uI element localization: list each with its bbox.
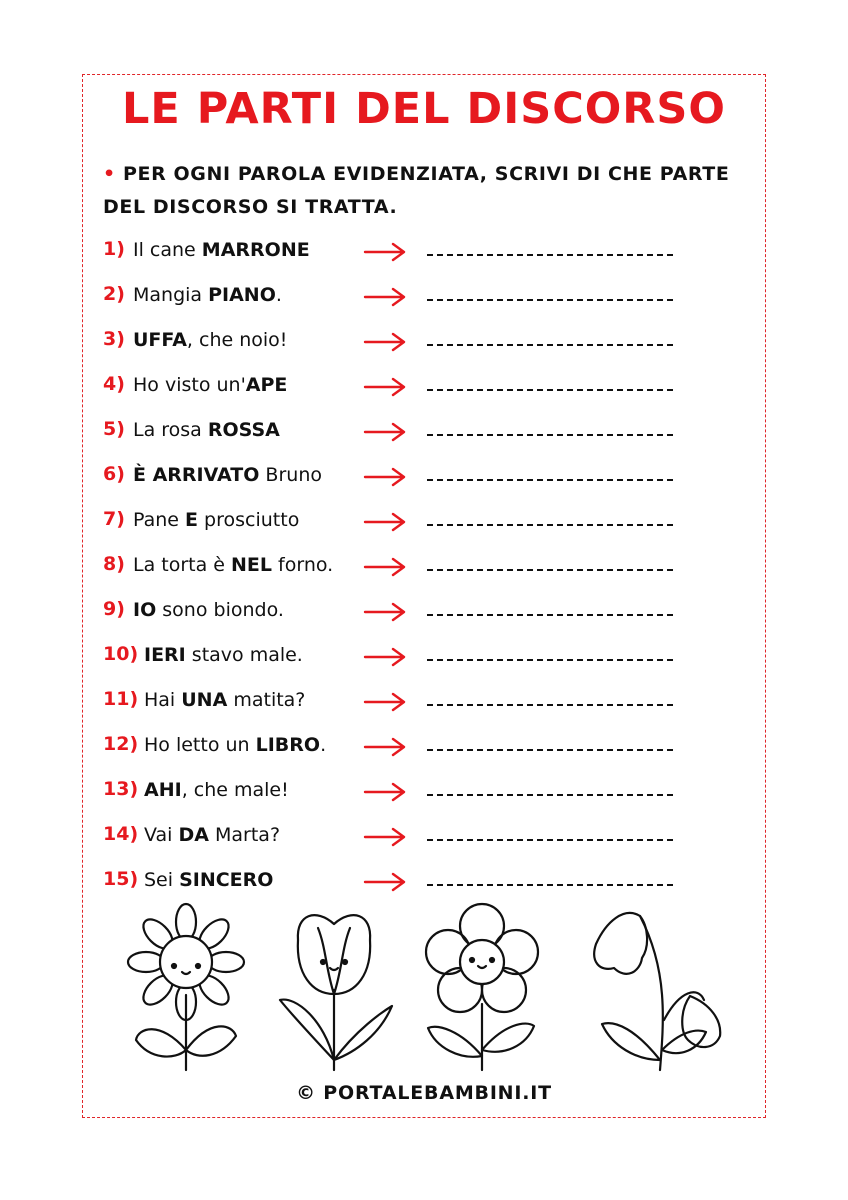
tulip-flower-icon <box>280 915 392 1070</box>
item-number: 9) <box>103 598 125 620</box>
item-number: 10) <box>103 643 139 665</box>
sentence-after: Bruno <box>259 464 322 486</box>
exercise-row <box>103 868 703 898</box>
highlighted-word: NEL <box>231 554 273 576</box>
answer-blank[interactable] <box>427 342 673 346</box>
item-sentence <box>133 284 282 306</box>
daisy-flower-icon <box>128 904 244 1070</box>
sentence-before: La rosa <box>133 419 208 441</box>
exercise-row <box>103 598 703 628</box>
item-sentence <box>133 554 333 576</box>
sentence-after: forno. <box>272 554 334 576</box>
item-sentence <box>144 779 289 801</box>
sentence-after: stavo male. <box>185 644 303 666</box>
highlighted-word: LIBRO <box>255 734 321 756</box>
arrow-right-icon <box>363 601 407 623</box>
sentence-after: Marta? <box>208 824 281 846</box>
item-sentence <box>144 644 303 666</box>
sentence-before: Ho letto un <box>144 734 256 756</box>
item-number: 12) <box>103 733 139 755</box>
item-number: 2) <box>103 283 125 305</box>
sentence-before: Hai <box>144 689 182 711</box>
item-sentence <box>133 509 299 531</box>
exercise-row <box>103 778 703 808</box>
highlighted-word: IO <box>133 599 157 621</box>
item-number: 6) <box>103 463 125 485</box>
bellflower-icon <box>594 913 720 1070</box>
answer-blank[interactable] <box>427 837 673 841</box>
answer-blank[interactable] <box>427 612 673 616</box>
arrow-right-icon <box>363 286 407 308</box>
item-sentence <box>133 239 310 261</box>
arrow-right-icon <box>363 826 407 848</box>
instruction-bullet: • <box>103 163 116 185</box>
sentence-before: Vai <box>144 824 179 846</box>
arrow-right-icon <box>363 331 407 353</box>
sentence-before: Ho visto un' <box>133 374 246 396</box>
exercise-row <box>103 418 703 448</box>
item-sentence <box>144 824 280 846</box>
answer-blank[interactable] <box>427 747 673 751</box>
arrow-right-icon <box>363 241 407 263</box>
item-number: 1) <box>103 238 125 260</box>
item-sentence <box>133 419 280 441</box>
exercise-row <box>103 463 703 493</box>
footer-copyright: © PORTALEBAMBINI.IT <box>296 1082 552 1104</box>
item-number: 14) <box>103 823 139 845</box>
arrow-right-icon <box>363 376 407 398</box>
exercise-row <box>103 238 703 268</box>
instruction-text: PER OGNI PAROLA EVIDENZIATA, SCRIVI DI CHE PARTE DEL DISCORSO SI TRATTA. <box>103 163 730 218</box>
answer-blank[interactable] <box>427 792 673 796</box>
sentence-before: Sei <box>144 869 180 891</box>
answer-blank[interactable] <box>427 477 673 481</box>
arrow-right-icon <box>363 691 407 713</box>
answer-blank[interactable] <box>427 657 673 661</box>
highlighted-word: SINCERO <box>179 869 274 891</box>
exercise-row <box>103 283 703 313</box>
highlighted-word: UFFA <box>133 329 187 351</box>
answer-blank[interactable] <box>427 387 673 391</box>
exercise-row <box>103 643 703 673</box>
highlighted-word: AHI <box>144 779 182 801</box>
item-number: 13) <box>103 778 139 800</box>
sentence-after: . <box>320 734 327 756</box>
exercise-row <box>103 373 703 403</box>
highlighted-word: PIANO <box>208 284 276 306</box>
item-number: 15) <box>103 868 139 890</box>
sentence-before: Il cane <box>133 239 202 261</box>
sentence-after: , che male! <box>181 779 289 801</box>
answer-blank[interactable] <box>427 702 673 706</box>
flowers-illustration <box>120 900 730 1080</box>
sentence-before: La torta è <box>133 554 232 576</box>
sentence-before: Pane <box>133 509 186 531</box>
arrow-right-icon <box>363 646 407 668</box>
answer-blank[interactable] <box>427 522 673 526</box>
item-number: 7) <box>103 508 125 530</box>
highlighted-word: DA <box>178 824 209 846</box>
highlighted-word: IERI <box>144 644 186 666</box>
highlighted-word: MARRONE <box>201 239 310 261</box>
item-number: 5) <box>103 418 125 440</box>
answer-blank[interactable] <box>427 882 673 886</box>
answer-blank[interactable] <box>427 567 673 571</box>
item-sentence <box>144 734 326 756</box>
item-number: 11) <box>103 688 139 710</box>
highlighted-word: APE <box>245 374 288 396</box>
item-sentence <box>144 869 273 891</box>
sentence-after: matita? <box>227 689 306 711</box>
highlighted-word: UNA <box>181 689 228 711</box>
exercise-row <box>103 688 703 718</box>
item-number: 3) <box>103 328 125 350</box>
sentence-after: , che noio! <box>186 329 288 351</box>
exercise-row <box>103 733 703 763</box>
highlighted-word: E <box>185 509 199 531</box>
exercise-row <box>103 553 703 583</box>
arrow-right-icon <box>363 871 407 893</box>
arrow-right-icon <box>363 421 407 443</box>
highlighted-word: ROSSA <box>207 419 280 441</box>
sentence-after: prosciutto <box>198 509 300 531</box>
item-sentence <box>133 599 284 621</box>
exercise-row <box>103 823 703 853</box>
pansy-flower-icon <box>426 904 538 1070</box>
arrow-right-icon <box>363 511 407 533</box>
item-number: 4) <box>103 373 125 395</box>
sentence-after: sono biondo. <box>156 599 284 621</box>
item-sentence <box>133 374 287 396</box>
item-number: 8) <box>103 553 125 575</box>
sentence-after: . <box>275 284 282 306</box>
item-sentence <box>133 329 287 351</box>
exercise-row <box>103 328 703 358</box>
sentence-before: Mangia <box>133 284 209 306</box>
page-title: LE PARTI DEL DISCORSO <box>122 84 726 134</box>
exercise-row <box>103 508 703 538</box>
arrow-right-icon <box>363 736 407 758</box>
arrow-right-icon <box>363 556 407 578</box>
answer-blank[interactable] <box>427 432 673 436</box>
arrow-right-icon <box>363 466 407 488</box>
answer-blank[interactable] <box>427 297 673 301</box>
item-sentence <box>133 464 322 486</box>
item-sentence <box>144 689 305 711</box>
highlighted-word: È ARRIVATO <box>133 464 260 486</box>
answer-blank[interactable] <box>427 252 673 256</box>
arrow-right-icon <box>363 781 407 803</box>
